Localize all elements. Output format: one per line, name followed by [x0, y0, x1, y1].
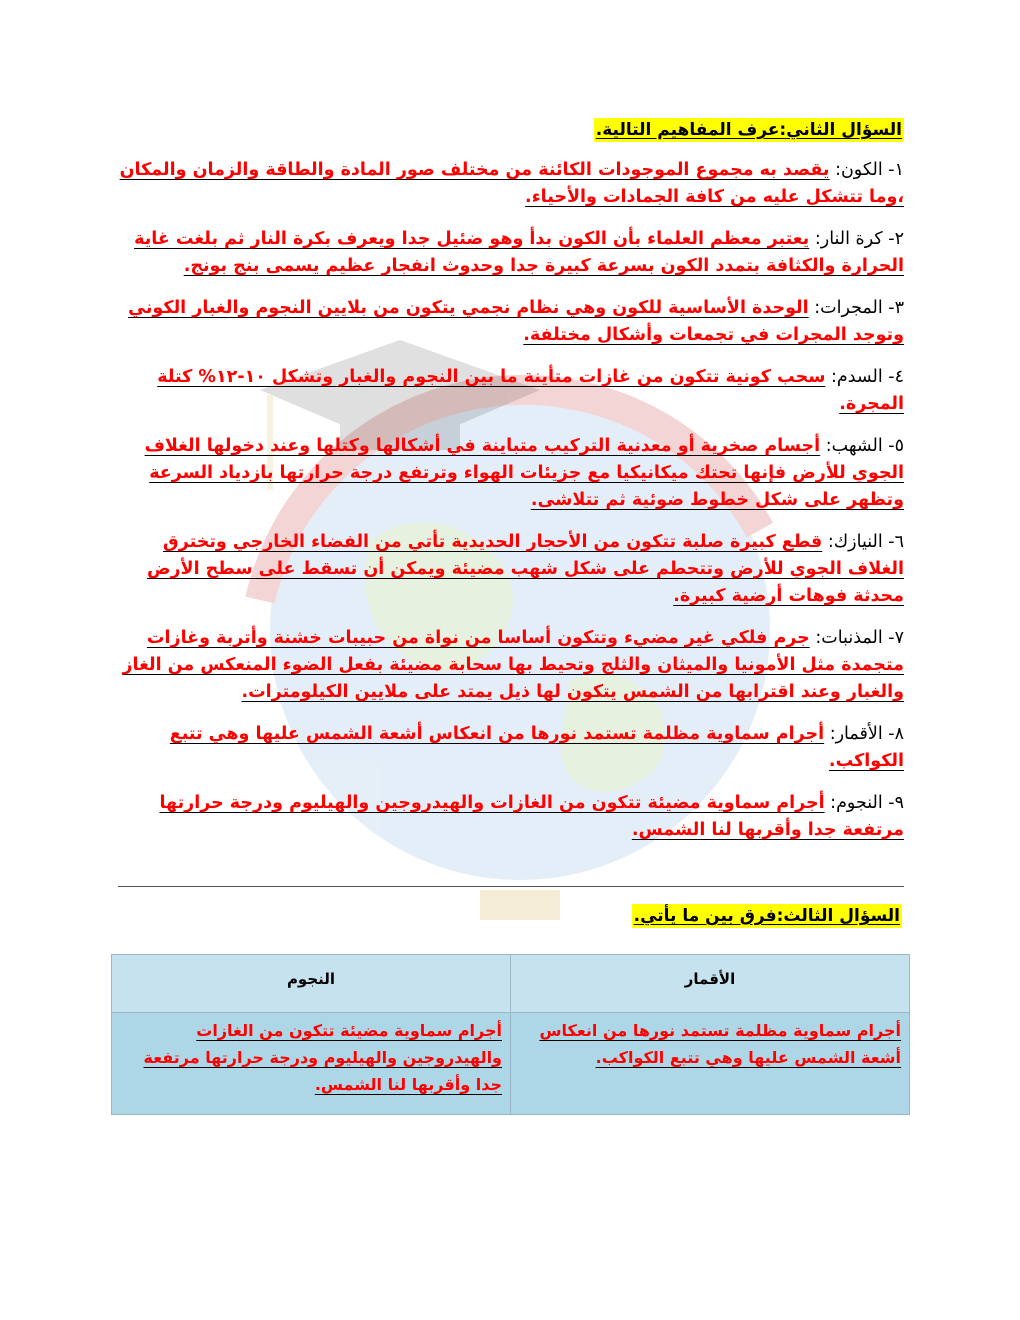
definition-item: [118, 625, 904, 706]
definition-item: [118, 721, 904, 775]
comparison-table: [111, 954, 910, 1115]
definition-text: الوحدة الأساسية للكون وهي نظام نجمي يتكون من بلايين النجوم والغبار الكوني وتوجد المجرات في تجمعات وأشكال مختلفة.: [128, 298, 904, 345]
term-label: ٨- الأقمار:: [829, 724, 904, 744]
definition-item: [118, 157, 904, 211]
definition-text: أجرام سماوية مضيئة تتكون من الغازات والهيدروجين والهيليوم ودرجة حرارتها مرتفعة جدا وأقربها لنا الشمس.: [159, 793, 904, 840]
definition-item: [118, 226, 904, 280]
question-two-section: [118, 110, 904, 844]
definition-text: سحب كونية تتكون من غازات متأينة ما بين النجوم والغبار وتشكل ١٠-١٢% كتلة المجرة.: [157, 367, 904, 414]
definition-text: قطع كبيرة صلبة تتكون من الأحجار الحديدية تأتي من الفضاء الخارجي وتخترق الغلاف الجوي للأرض وتتحطم على شكل شهب مضيئة ويمكن أن تسقط على سطح الأرض محدثة فوهات أرضية كبيرة.: [146, 532, 904, 606]
definition-item: [118, 433, 904, 514]
term-label: ٧- المذنبات:: [815, 628, 904, 648]
definition-item: [118, 295, 904, 349]
table-row: [112, 1013, 910, 1115]
definition-item: [118, 790, 904, 844]
question-three-heading: السؤال الثالث:فرق بين ما يأتي.: [633, 906, 900, 926]
definition-text: أجسام صخرية أو معدنية التركيب متباينة في أشكالها وكتلها وعند دخولها الغلاف الجوي للأرض فإنها تحتك ميكانيكيا مع جزيئات الهواء وترتفع درجة حرارتها بازدياد السرعة وتظهر على شكل خطوط ضوئية ثم تتلاشى.: [144, 436, 904, 510]
moons-description-cell: أجرام سماوية مظلمة تستمد نورها من انعكاس أشعة الشمس عليها وهي تتبع الكواكب.: [511, 1013, 910, 1115]
moons-column-header: الأقمار: [511, 955, 910, 1013]
definition-text: جرم فلكي غير مضيء وتتكون أساسا من نواة من حبيبات خشنة وأتربة وغازات متجمدة مثل الأمونيا والميثان والثلج وتحيط بها سحابة مضيئة بفعل الضوء المنعكس من الغاز والغبار وعند اقترابها من الشمس يتكون لها ذيل يمتد على ملايين الكيلومترات.: [122, 628, 904, 702]
stars-column-header: النجوم: [112, 955, 511, 1013]
term-label: ١- الكون:: [835, 160, 904, 180]
table-header-row: [112, 955, 910, 1013]
term-label: ٣- المجرات:: [814, 298, 904, 318]
definition-text: أجرام سماوية مظلمة تستمد نورها من انعكاس أشعة الشمس عليها وهي تتبع الكواكب.: [169, 724, 904, 771]
definition-text: يقصد به مجموع الموجودات الكائنة من مختلف صور المادة والطاقة والزمان والمكان ،وما تتشكل عليه من كافة الجمادات والأحياء.: [119, 160, 904, 207]
definition-text: يعتبر معظم العلماء بأن الكون بدأ وهو ضئيل جدا ويعرف بكرة النار ثم بلغت غاية الحرارة والكثافة بتمدد الكون بسرعة كبيرة جدا وحدوث انفجار عظيم يسمى بنج بونج.: [134, 229, 904, 276]
section-divider: [118, 886, 904, 887]
stars-description-cell: أجرام سماوية مضيئة تتكون من الغازات والهيدروجين والهيليوم ودرجة حرارتها مرتفعة جدا وأقربها لنا الشمس.: [112, 1013, 511, 1115]
term-label: ٦- النيازك:: [827, 532, 904, 552]
definition-item: [118, 364, 904, 418]
definition-item: [118, 529, 904, 610]
term-label: ٥- الشهب:: [825, 436, 904, 456]
question-three-section: [118, 904, 902, 928]
term-label: ٩- النجوم:: [830, 793, 904, 813]
term-label: ٢- كرة النار:: [814, 229, 904, 249]
question-two-heading: السؤال الثاني:عرف المفاهيم التالية.: [595, 120, 902, 140]
term-label: ٤- السدم:: [830, 367, 904, 387]
